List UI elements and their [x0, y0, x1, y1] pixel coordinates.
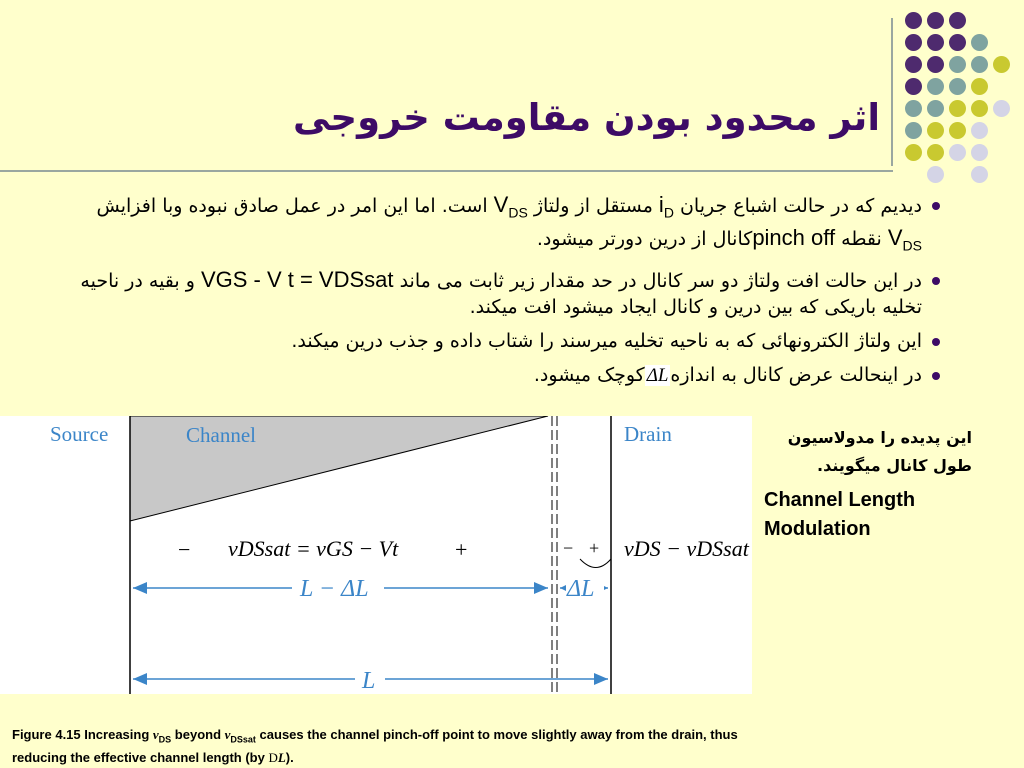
v-symbol: $V_{DS}$ [493, 192, 528, 221]
dot [927, 56, 944, 73]
dot [971, 34, 988, 51]
vds-minus-vdssat: vDS − vDSsat [624, 536, 749, 561]
vertical-divider [891, 18, 893, 166]
bullet-item [62, 362, 940, 389]
small-minus: − [563, 538, 574, 558]
dot [949, 100, 966, 117]
l-minus-dl-label: L − ΔL [300, 576, 369, 602]
dot [971, 166, 988, 183]
horizontal-divider [0, 170, 893, 172]
dot [949, 56, 966, 73]
dot [993, 100, 1010, 117]
dot [971, 144, 988, 161]
dot [927, 144, 944, 161]
depletion-curve [580, 559, 611, 568]
dot [927, 12, 944, 29]
arrowhead [133, 582, 147, 594]
i-symbol: $i_D$ [658, 192, 674, 221]
text: کوچک میشود. [533, 363, 645, 386]
minus-sign: − [178, 537, 191, 562]
text: است. اما این امر در عمل صادق نبوده وبا افزایش [96, 195, 494, 217]
dot [905, 12, 922, 29]
pinch-off-term: pinch off [752, 225, 836, 251]
text: مستقل از ولتاژ [527, 195, 659, 217]
dl-label: ΔL [567, 576, 595, 602]
decorative-dots [905, 12, 1015, 172]
arrowhead [594, 673, 608, 685]
dot [971, 100, 988, 117]
delta-l: ΔL [646, 364, 669, 386]
dot [905, 56, 922, 73]
bullet-item [62, 267, 940, 320]
source-label: Source [50, 422, 109, 446]
dot [949, 34, 966, 51]
dot [971, 122, 988, 139]
dot [949, 144, 966, 161]
text: و بقیه در ناحیه تخلیه باریکی که بین درین و کانال ایجاد میشود افت میکند. [80, 269, 922, 318]
dot [905, 144, 922, 161]
slide-title: اثر محدود بودن مقاومت خروجی [293, 96, 880, 139]
dot [927, 122, 944, 139]
drain-label: Drain [624, 422, 672, 446]
l-label: L [362, 668, 376, 694]
dot [949, 12, 966, 29]
v-symbol: $V_{DS}$ [887, 225, 922, 254]
text: نقطه [835, 228, 888, 251]
channel-label: Channel [186, 423, 256, 447]
dot [927, 100, 944, 117]
dot [993, 56, 1010, 73]
small-plus: + [589, 538, 600, 558]
side-text-english: Channel Length Modulation [764, 489, 916, 540]
bullet-item [62, 192, 940, 259]
text: در این حالت افت ولتاژ دو سر کانال در حد مقدار زیر ثابت می ماند [393, 269, 922, 292]
text: این ولتاژ الکترونهائی که به ناحیه تخلیه میرسند را شتاب داده و جذب درین میکند. [291, 329, 922, 352]
dot [971, 78, 988, 95]
bullet-item [62, 328, 940, 354]
dot [927, 166, 944, 183]
dot [905, 122, 922, 139]
bullet-list [62, 192, 940, 397]
dot [905, 78, 922, 95]
vdssat-equation: vDSsat = vGS − Vt [228, 536, 399, 561]
plus-sign: + [455, 537, 468, 562]
dot [927, 34, 944, 51]
dot [949, 78, 966, 95]
dot [905, 34, 922, 51]
text: کانال از درین دورتر میشود. [536, 228, 753, 251]
dot [949, 122, 966, 139]
dot [971, 56, 988, 73]
dot [905, 100, 922, 117]
figure-svg [0, 416, 752, 694]
channel-figure [0, 416, 752, 694]
text: در اینحالت عرض کانال به اندازه [670, 363, 922, 386]
arrowhead [133, 673, 147, 685]
side-text-persian: این پدیده را مدولاسیون طول کانال میگویند. [787, 428, 972, 475]
figure-caption: Figure 4.15 Increasing $v_{DS}$ beyond $v_{DSsat}$ causes the channel pinch-off point to move slightly away from the drain, thus reducing the effective channel length (by DL). [12, 727, 738, 765]
arrowhead [534, 582, 548, 594]
equation: VGS - V t = VDSsat [200, 266, 394, 292]
text: دیدیم که در حالت اشباع جریان [673, 195, 922, 217]
dot [927, 78, 944, 95]
